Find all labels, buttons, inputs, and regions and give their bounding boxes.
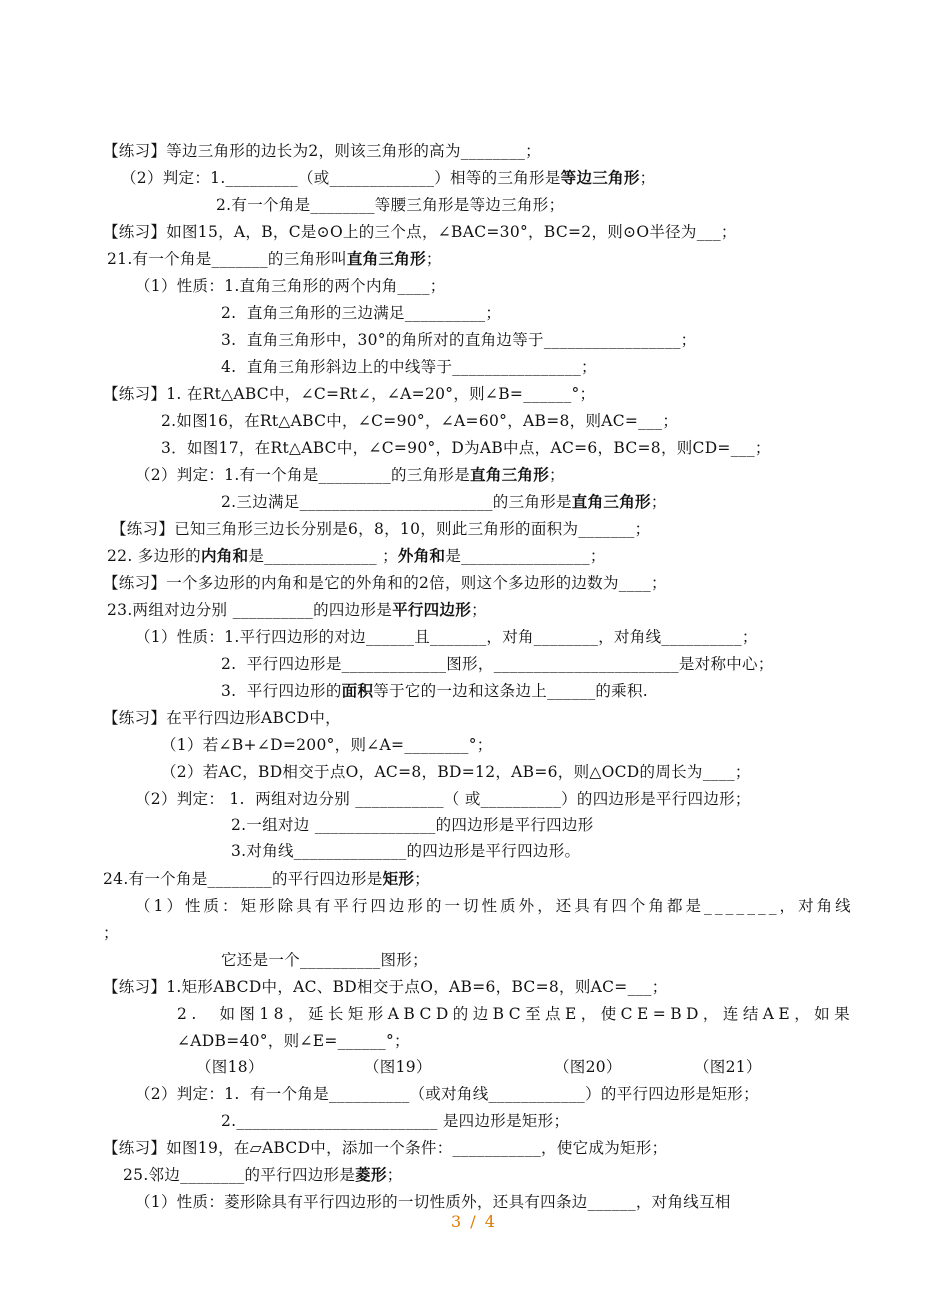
text-segment: ； bbox=[549, 466, 565, 484]
text-line bbox=[161, 438, 771, 458]
text-segment: 【练习】一个多边形的内角和是它的外角和的2倍，则这个多边形的边数为____； bbox=[103, 574, 667, 592]
text-line bbox=[221, 1111, 569, 1131]
text-line bbox=[177, 1004, 854, 1024]
text-segment: 21.有一个角是_______的三角形叫 bbox=[107, 250, 347, 268]
text-segment: （2）判定：1. 有一个角是__________（或对角线____________）的平行四边形是矩形； bbox=[135, 1085, 759, 1103]
text-segment: 等于它的一边和这条边上______的乘积. bbox=[373, 682, 648, 700]
text-segment: ； bbox=[471, 601, 487, 619]
bold-term: 矩形 bbox=[382, 869, 415, 888]
text-segment: 【练习】如图15，A，B，C是⊙O上的三个点，∠BAC=30°，BC=2，则⊙O半径为___； bbox=[103, 223, 737, 241]
text-line bbox=[221, 654, 774, 674]
text-segment: 【练习】等边三角形的边长为2，则该三角形的高为________； bbox=[103, 142, 541, 160]
text-segment: （图19） bbox=[364, 1058, 432, 1076]
text-segment: （图21） bbox=[694, 1058, 762, 1076]
text-line bbox=[161, 762, 751, 782]
text-segment: （1）性质：矩形除具有平行四边形的一切性质外，还具有四个角都是_______，对角线 bbox=[135, 897, 854, 915]
text-segment: 3. 平行四边形的 bbox=[221, 682, 342, 700]
bold-term: 面积 bbox=[341, 681, 374, 700]
text-line bbox=[103, 923, 119, 943]
text-segment: 2.三边满足________________________的三角形是 bbox=[221, 493, 572, 511]
text-segment: 2. 如图18，延长矩形ABCD的边BC至点E，使CE=BD，连结AE，如果 bbox=[177, 1005, 855, 1023]
text-line bbox=[103, 1138, 667, 1158]
text-line bbox=[694, 1057, 762, 1077]
text-segment: ； bbox=[650, 493, 667, 511]
text-segment: （2）若AC，BD相交于点O，AC=8，BD=12，AB=6，则△OCD的周长为____； bbox=[161, 763, 751, 781]
text-line bbox=[135, 1084, 759, 1104]
text-line bbox=[231, 815, 594, 835]
text-line bbox=[121, 168, 655, 188]
text-line bbox=[554, 1057, 622, 1077]
bold-term: 直角三角形 bbox=[571, 492, 651, 511]
text-line bbox=[135, 627, 758, 647]
text-segment: ； bbox=[386, 1166, 403, 1184]
text-segment: 【练习】1. 在Rt△ABC中，∠C=Rt∠，∠A=20°，则∠B=______°； bbox=[103, 385, 596, 403]
text-segment: ∠ADB=40°，则∠E=______°； bbox=[177, 1032, 410, 1050]
bold-term: 直角三角形 bbox=[470, 465, 550, 484]
text-segment: 24.有一个角是________的平行四边形是 bbox=[103, 870, 383, 888]
text-line bbox=[221, 950, 428, 970]
text-segment: 3. 直角三角形中，30°的角所对的直角边等于_________________； bbox=[221, 331, 697, 349]
text-segment: （1）性质：1.直角三角形的两个内角____； bbox=[135, 277, 446, 295]
text-segment: 是______________ ； bbox=[248, 547, 398, 565]
text-segment: （2）判定：1.有一个角是_________的三角形是 bbox=[135, 466, 471, 484]
text-line bbox=[103, 384, 595, 404]
page-number: 3 / 4 bbox=[451, 1212, 497, 1231]
text-line bbox=[135, 789, 751, 809]
text-line bbox=[221, 330, 696, 350]
text-segment: 3.对角线______________的四边形是平行四边形。 bbox=[231, 842, 581, 860]
text-segment: 2.有一个角是________等腰三角形是等边三角形； bbox=[216, 196, 565, 214]
text-segment: （1）性质：菱形除具有平行四边形的一切性质外，还具有四条边______，对角线互相 bbox=[135, 1193, 731, 1211]
text-segment: （图20） bbox=[554, 1058, 622, 1076]
text-segment: 是________________； bbox=[445, 547, 606, 565]
text-line bbox=[221, 681, 648, 701]
text-segment: 【练习】在平行四边形ABCD中， bbox=[103, 709, 341, 727]
text-segment: （2）判定：1._________（或_____________）相等的三角形是 bbox=[121, 169, 561, 187]
text-segment: 4. 直角三角形斜边上的中线等于________________； bbox=[221, 358, 597, 376]
text-segment: 25.邻边________的平行四边形是 bbox=[123, 1166, 356, 1184]
text-segment: 3．如图17，在Rt△ABC中，∠C=90°，D为AB中点，AC=6，BC=8，则CD=___； bbox=[161, 439, 771, 457]
text-line bbox=[103, 869, 430, 889]
text-line bbox=[221, 303, 501, 323]
text-line bbox=[221, 357, 597, 377]
text-segment: 22. 多边形的 bbox=[107, 547, 201, 565]
bold-term: 外角和 bbox=[397, 546, 446, 565]
text-line bbox=[135, 465, 565, 485]
text-line bbox=[231, 841, 580, 861]
text-segment: 2.如图16，在Rt△ABC中，∠C=90°，∠A=60°，AB=8，则AC=___； bbox=[161, 412, 679, 430]
text-segment: 2. 平行四边形是_____________图形，_______________________是对称中心； bbox=[221, 655, 774, 673]
bold-term: 直角三角形 bbox=[346, 249, 426, 268]
text-segment: 【练习】已知三角形三边长分别是6，8，10，则此三角形的面积为_______； bbox=[111, 520, 651, 538]
text-line bbox=[161, 735, 493, 755]
bold-term: 平行四边形 bbox=[392, 600, 472, 619]
text-line bbox=[107, 600, 487, 620]
text-line bbox=[221, 492, 667, 512]
text-line bbox=[364, 1057, 432, 1077]
bold-term: 等边三角形 bbox=[560, 168, 640, 187]
text-segment: 【练习】1.矩形ABCD中，AC、BD相交于点O，AB=6，BC=8，则AC=___； bbox=[103, 978, 668, 996]
text-segment: ； bbox=[639, 169, 656, 187]
text-segment: （图18） bbox=[196, 1058, 264, 1076]
text-segment: ； bbox=[425, 250, 442, 268]
text-line bbox=[177, 1031, 410, 1051]
text-segment: 2. 直角三角形的三边满足__________； bbox=[221, 304, 502, 322]
text-segment: （1）性质：1.平行四边形的对边______且_______，对角________，对角线__________； bbox=[135, 628, 758, 646]
text-segment: 2._________________________ 是四边形是矩形； bbox=[221, 1112, 570, 1130]
text-line bbox=[103, 708, 341, 728]
text-segment: ； bbox=[414, 870, 430, 888]
text-line bbox=[103, 977, 668, 997]
text-line bbox=[161, 411, 678, 431]
text-segment: 它还是一个__________图形； bbox=[221, 951, 428, 969]
text-segment: 2.一组对边 _______________的四边形是平行四边形 bbox=[231, 816, 594, 834]
text-line bbox=[107, 546, 606, 566]
text-line bbox=[196, 1057, 264, 1077]
text-line bbox=[216, 195, 564, 215]
text-line bbox=[111, 519, 650, 539]
text-line bbox=[103, 573, 667, 593]
text-line bbox=[135, 896, 854, 916]
text-line bbox=[103, 222, 737, 242]
text-line bbox=[135, 276, 446, 296]
text-segment: ； bbox=[103, 924, 119, 942]
text-segment: 23.两组对边分别 __________的四边形是 bbox=[107, 601, 393, 619]
text-segment: （2）判定： 1. 两组对边分别 ___________（ 或__________）的四边形是平行四边形； bbox=[135, 790, 751, 808]
text-line bbox=[107, 249, 442, 269]
bold-term: 菱形 bbox=[355, 1165, 387, 1184]
text-line bbox=[103, 141, 541, 161]
text-line bbox=[135, 1192, 731, 1212]
bold-term: 内角和 bbox=[200, 546, 249, 565]
text-line bbox=[123, 1165, 403, 1185]
text-segment: 【练习】如图19，在▱ABCD中，添加一个条件：___________，使它成为矩形； bbox=[103, 1139, 668, 1157]
text-segment: （1）若∠B+∠D=200°，则∠A=________°； bbox=[161, 736, 493, 754]
